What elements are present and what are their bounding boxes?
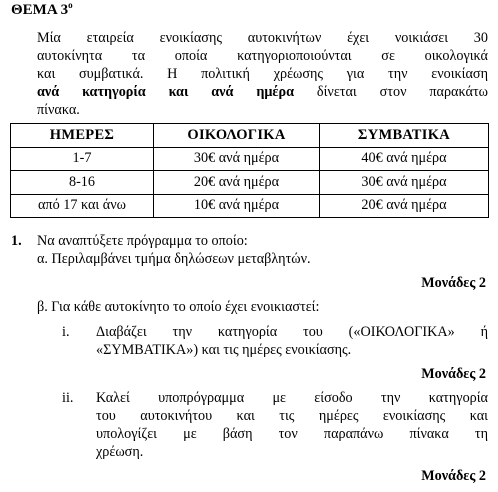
section-title-superscript: ο <box>68 0 73 10</box>
item-ii-line-1: Καλεί υποπρόγραμμα με είσοδο την κατηγορία <box>96 390 488 406</box>
rates-table <box>10 123 489 218</box>
marks-item-i: Μονάδες 2 <box>421 366 486 382</box>
header-days: ΗΜΕΡΕΣ <box>11 124 154 148</box>
section-title: ΘΕΜΑ $3^o$ <box>11 0 73 18</box>
part-a-text: α. Περιλαμβάνει τμήμα δηλώσεων μεταβλητών. <box>37 251 311 267</box>
table-row <box>11 147 489 171</box>
table-row <box>11 194 489 218</box>
cell-conventional-rate: 40€ ανά ημέρα <box>320 147 489 171</box>
question-number: 1. <box>11 233 22 249</box>
marks-item-ii: Μονάδες 2 <box>421 468 486 484</box>
cell-conventional-rate: 20€ ανά ημέρα <box>320 194 489 218</box>
cell-conventional-rate: 30€ ανά ημέρα <box>320 171 489 195</box>
header-ecological: ΟΙΚΟΛΟΓΙΚΑ <box>154 124 320 148</box>
item-ii-line-2: του αυτοκινήτου και τις ημέρες ενοικίασης και <box>96 408 488 424</box>
marks-part-a: Μονάδες 2 <box>421 275 486 291</box>
item-ii-line-4: χρέωση. <box>96 444 144 460</box>
cell-days: 8-16 <box>11 171 154 195</box>
intro-emphasis: ανά κατηγορία και ανά ημέρα <box>37 84 295 100</box>
item-ii-line-3: υπολογίζει με βάση τον παραπάνω πίνακα τη <box>96 426 488 442</box>
item-ii-label: ii. <box>62 390 74 406</box>
cell-ecological-rate: 30€ ανά ημέρα <box>154 147 320 171</box>
table-row <box>11 171 489 195</box>
question-text: Να αναπτύξετε πρόγραμμα το οποίο: <box>37 233 248 249</box>
cell-days: από 17 και άνω <box>11 194 154 218</box>
intro-line-1: Μία εταιρεία ενοικίασης αυτοκινήτων έχει νοικιάσει 30 <box>37 30 488 46</box>
intro-line-4 <box>37 84 488 101</box>
part-b-text: β. Για κάθε αυτοκίνητο το οποίο έχει ενοικιαστεί: <box>37 299 320 315</box>
intro-line-4-rest: δίνεται στον παρακάτω <box>294 84 488 100</box>
header-conventional: ΣΥΜΒΑΤΙΚΑ <box>320 124 489 148</box>
cell-ecological-rate: 10€ ανά ημέρα <box>154 194 320 218</box>
cell-days: 1-7 <box>11 147 154 171</box>
intro-line-5: πίνακα. <box>37 102 80 118</box>
intro-line-3: και συμβατικά. Η πολιτική χρέωσης για την ενοικίαση <box>37 66 488 82</box>
item-i-line-2: «ΣΥΜΒΑΤΙΚΑ») και τις ημέρες ενοικίασης. <box>96 342 352 358</box>
item-i-line-1: Διαβάζει την κατηγορία του («ΟΙΚΟΛΟΓΙΚΑ» ή <box>96 324 488 340</box>
table-header-row <box>11 124 489 148</box>
intro-line-2: αυτοκίνητα τα οποία κατηγοριοποιούνται σε οικολογικά <box>37 48 488 64</box>
cell-ecological-rate: 20€ ανά ημέρα <box>154 171 320 195</box>
item-i-label: i. <box>62 324 70 340</box>
